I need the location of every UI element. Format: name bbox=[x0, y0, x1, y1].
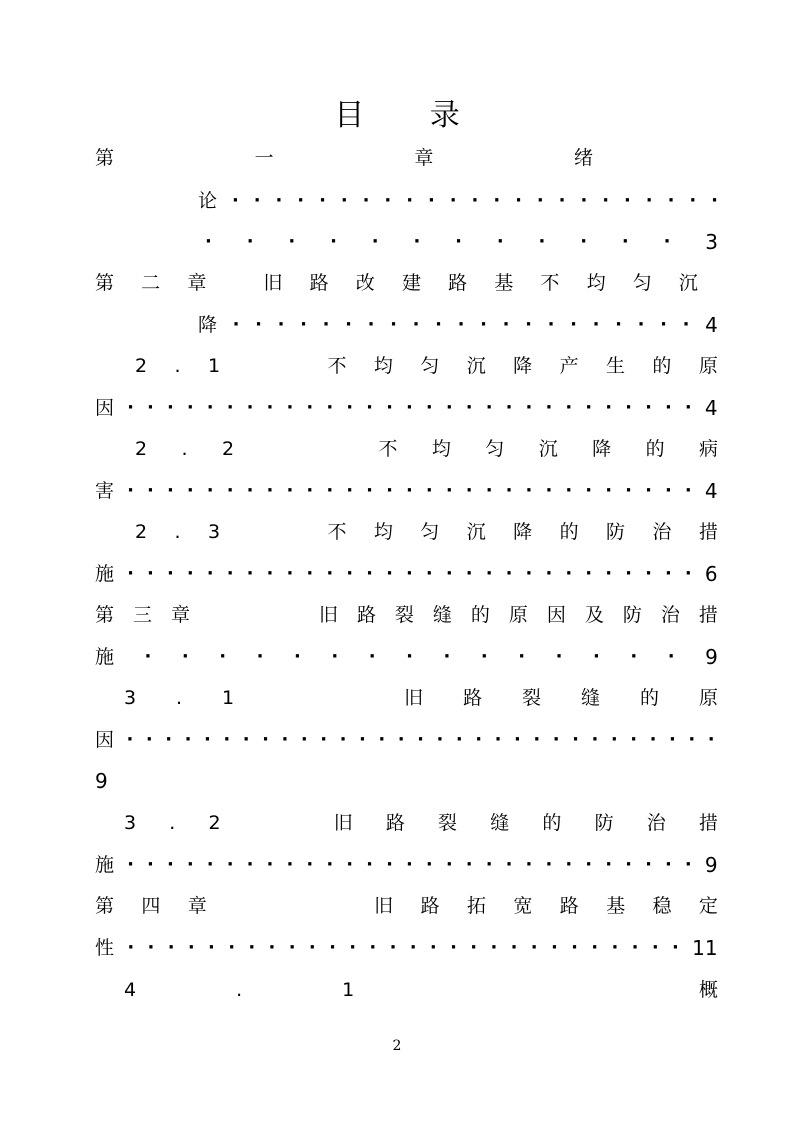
toc-line-section-2-2-page: 害 · · · · · · · · · · · · · · · · · · · · · · · · · · · · · 4 bbox=[95, 479, 718, 503]
toc-line-section-3-1: 3 . 1 旧 路 裂 缝 的 原 bbox=[124, 687, 718, 709]
toc-line-chapter-3-heading: 第 三 章 旧 路 裂 缝 的 原 因 及 防 治 措 bbox=[95, 604, 718, 626]
toc-line-section-2-3: 2 . 3 不 均 匀 沉 降 的 防 治 措 bbox=[135, 521, 718, 543]
toc-line-chapter-1-page: · · · · · · · · · · · · 3 bbox=[205, 227, 718, 257]
toc-line-section-3-1-page: 9 bbox=[95, 769, 108, 793]
toc-line-section-2-3-page: 施 · · · · · · · · · · · · · · · · · · · · · · · · · · · · · 6 bbox=[95, 562, 718, 586]
footer-page-number: 2 bbox=[392, 1038, 402, 1054]
toc-line-chapter-4-heading: 第 四 章 旧 路 拓 宽 路 基 稳 定 bbox=[95, 895, 718, 917]
toc-line-section-2-1: 2 . 1 不 均 匀 沉 降 产 生 的 原 bbox=[135, 355, 718, 377]
toc-line-section-2-1-page: 因 · · · · · · · · · · · · · · · · · · · · · · · · · · · · · 4 bbox=[95, 396, 718, 420]
toc-line-chapter-1-heading: 第 一 章 绪 bbox=[95, 147, 593, 169]
toc-line-section-4-1: 4 . 1 概 bbox=[124, 979, 718, 1001]
toc-line-section-2-2: 2 . 2 不 均 匀 沉 降 的 病 bbox=[135, 438, 718, 460]
toc-line-section-3-2-page: 施 · · · · · · · · · · · · · · · · · · · · · · · · · · · · · 9 bbox=[95, 853, 718, 877]
toc-line-chapter-2-page: 降 · · · · · · · · · · · · · · · · · · · · · 4 bbox=[198, 313, 718, 337]
toc-line-chapter-2-heading: 第 二 章 旧 路 改 建 路 基 不 均 匀 沉 bbox=[95, 272, 698, 294]
toc-line-chapter-4-page: 性 · · · · · · · · · · · · · · · · · · · · · · · · · · · · 11 bbox=[95, 936, 718, 960]
toc-line-section-3-1-leader: 因 · · · · · · · · · · · · · · · · · · · · · · · · · · · · · · · bbox=[95, 729, 715, 751]
toc-line-section-3-2: 3 . 2 旧 路 裂 缝 的 防 治 措 bbox=[124, 812, 718, 834]
toc-title: 目 录 bbox=[334, 98, 488, 133]
toc-line-chapter-1-leader: 论 · · · · · · · · · · · · · · · · · · · · · · · bbox=[198, 190, 718, 212]
page-number: 3 bbox=[705, 230, 718, 254]
toc-line-chapter-3-page: 施 · · · · · · · · · · · · · · · 9 bbox=[95, 645, 718, 669]
